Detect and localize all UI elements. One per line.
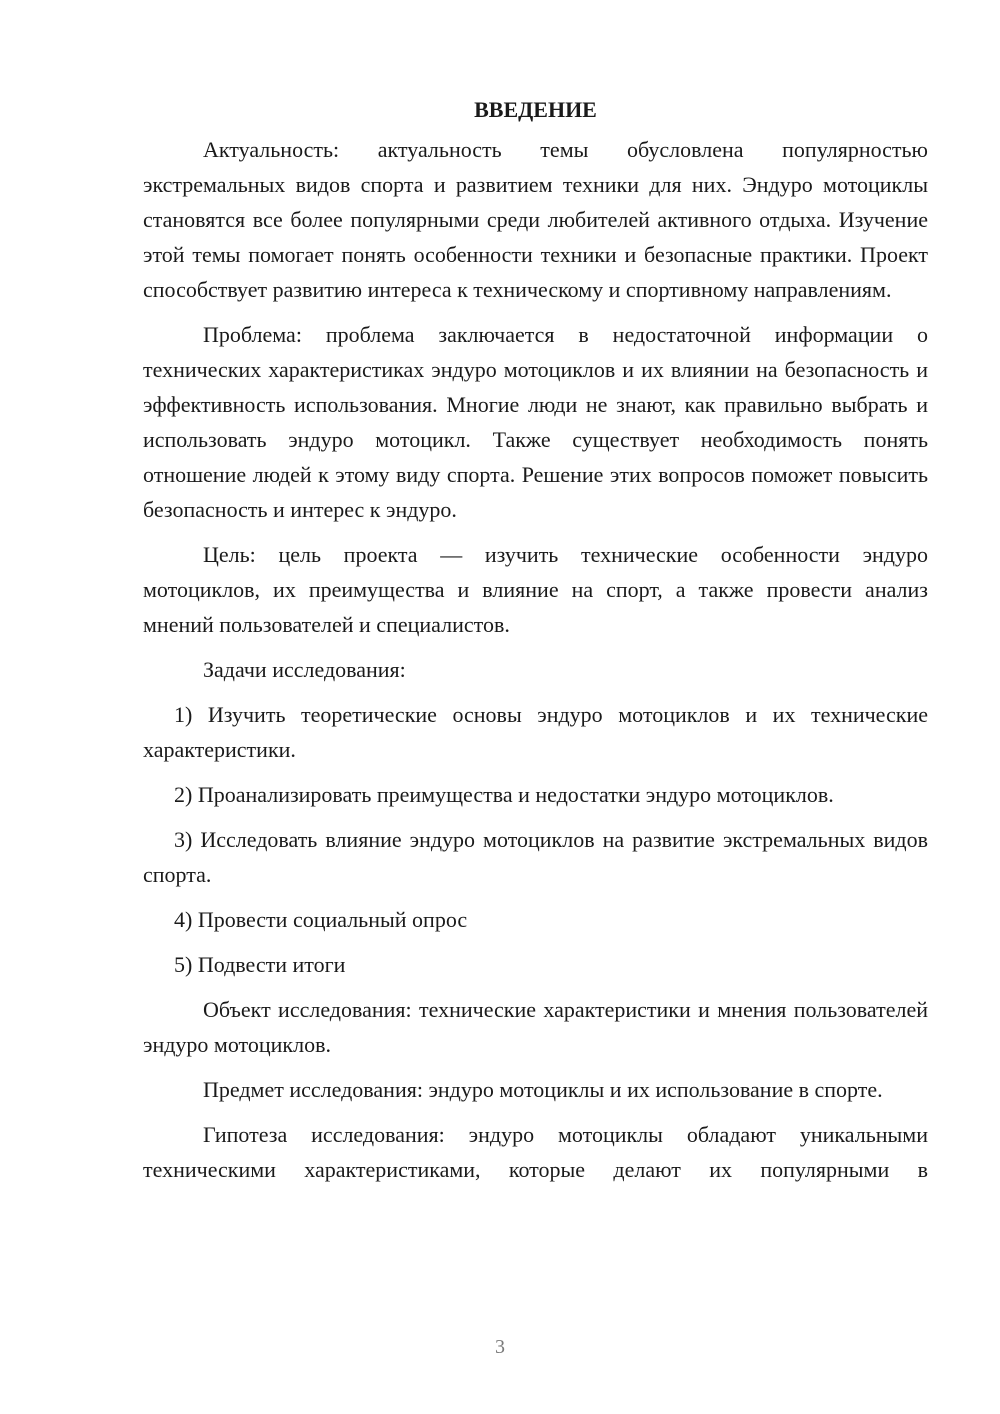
paragraph-relevance: Актуальность: актуальность темы обусловлена популярностью экстремальных видов спорта и развитием техники для них. Эндуро мотоциклы становятся все более популярными среди любителей активного отдыха. Изучение этой темы помогает понять особенности техники и безопасные практики. Проект способствует развитию интереса к техническому и спортивному направлениям. — [143, 137, 928, 302]
paragraph-hypothesis: Гипотеза исследования: эндуро мотоциклы обладают уникальными техническими характеристиками, которые делают их популярными в — [143, 1122, 928, 1182]
task-item-5: 5) Подвести итоги — [174, 952, 346, 977]
paragraph-tasks-heading: Задачи исследования: — [203, 657, 406, 682]
page-title: ВВЕДЕНИЕ — [474, 97, 597, 122]
document-body — [143, 92, 928, 1197]
paragraph-problem: Проблема: проблема заключается в недостаточной информации о технических характеристиках эндуро мотоциклов и их влиянии на безопасность и эффективность использования. Многие люди не знают, как правильно выбрать и использовать эндуро мотоцикл. Также существует необходимость понять отношение людей к этому виду спорта. Решение этих вопросов поможет повысить безопасность и интерес к эндуро. — [143, 322, 928, 522]
task-item-1: 1) Изучить теоретические основы эндуро мотоциклов и их технические характеристики. — [143, 702, 928, 762]
paragraph-object: Объект исследования: технические характеристики и мнения пользователей эндуро мотоциклов. — [143, 997, 928, 1057]
paragraph-subject: Предмет исследования: эндуро мотоциклы и их использование в спорте. — [203, 1077, 883, 1102]
task-item-2: 2) Проанализировать преимущества и недостатки эндуро мотоциклов. — [174, 782, 834, 807]
task-item-3: 3) Исследовать влияние эндуро мотоциклов на развитие экстремальных видов спорта. — [143, 827, 928, 887]
paragraph-goal: Цель: цель проекта — изучить технические особенности эндуро мотоциклов, их преимущества и влияние на спорт, а также провести анализ мнений пользователей и специалистов. — [143, 542, 928, 637]
page-number: 3 — [495, 1336, 505, 1358]
task-item-4: 4) Провести социальный опрос — [174, 907, 468, 932]
